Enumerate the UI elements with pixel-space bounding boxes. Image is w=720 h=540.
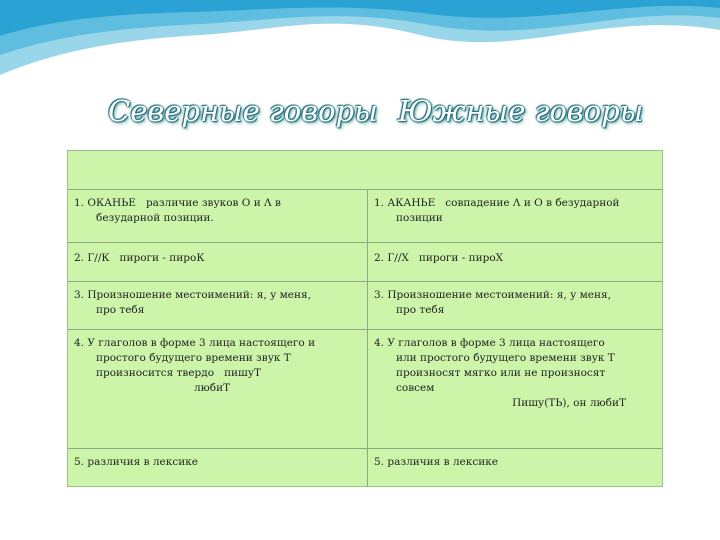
cell-text: любиТ <box>194 382 231 394</box>
cell-text: пишуТ <box>224 367 262 379</box>
cell-text: 3. Произношение местоимений: я, у меня, <box>74 289 311 301</box>
cell-text: совсем <box>396 382 435 394</box>
cell-text: 4. У глаголов в форме 3 лица настоящего <box>374 337 605 349</box>
cell-text: 1. АКАНЬЕ <box>374 197 436 209</box>
cell-text: пироги - пироК <box>119 252 205 264</box>
heading-northern-dialects: Северные говоры <box>108 94 378 128</box>
cell-text: Пишу(ТЬ), он люби <box>512 397 619 409</box>
cell-text: про тебя <box>396 304 445 316</box>
cell-text: совпадение Λ и О в безударной <box>445 197 620 209</box>
table-row <box>68 242 662 281</box>
decorative-wave-header <box>0 0 720 90</box>
comparison-table <box>67 150 663 487</box>
table-cell-north <box>68 330 368 448</box>
table-cell-north <box>68 243 368 281</box>
table-cell-south <box>368 449 662 487</box>
cell-text: простого будущего времени звук Т <box>96 352 291 364</box>
table-cell-north <box>68 282 368 329</box>
cell-text: произносится твердо <box>96 367 215 379</box>
cell-text: 5. различия в лексике <box>74 456 198 468</box>
cell-text: 3. Произношение местоимений: я, у меня, <box>374 289 611 301</box>
heading-southern-dialects: Южные говоры <box>398 94 644 128</box>
cell-text: 1. ОКАНЬЕ <box>74 197 136 209</box>
cell-text: 4. У глаголов в форме 3 лица настоящего и <box>74 337 316 349</box>
cell-text: 5. различия в лексике <box>374 456 498 468</box>
cell-text: произносят мягко или не произносят <box>396 367 606 379</box>
cell-text: позиции <box>396 212 443 224</box>
table-cell-south <box>368 282 662 329</box>
cell-text: 2. Г//К <box>74 252 110 264</box>
cell-text: пироги - пироХ <box>418 252 504 264</box>
table-cell-south <box>368 330 662 448</box>
cell-text: или простого будущего времени звук Т <box>396 352 615 364</box>
cell-text: различие звуков О и Λ в <box>145 197 281 209</box>
table-row <box>68 448 662 487</box>
cell-text: безударной позиции. <box>96 212 214 224</box>
table-cell-north <box>68 190 368 242</box>
cell-text: про тебя <box>96 304 145 316</box>
table-row <box>68 329 662 448</box>
table-row <box>68 281 662 329</box>
cell-text: Т <box>618 397 626 409</box>
table-cell-north <box>68 449 368 487</box>
cell-text: 2. Г//Х <box>374 252 409 264</box>
table-cell-south <box>368 190 662 242</box>
table-cell-south <box>368 243 662 281</box>
table-row <box>68 189 662 242</box>
